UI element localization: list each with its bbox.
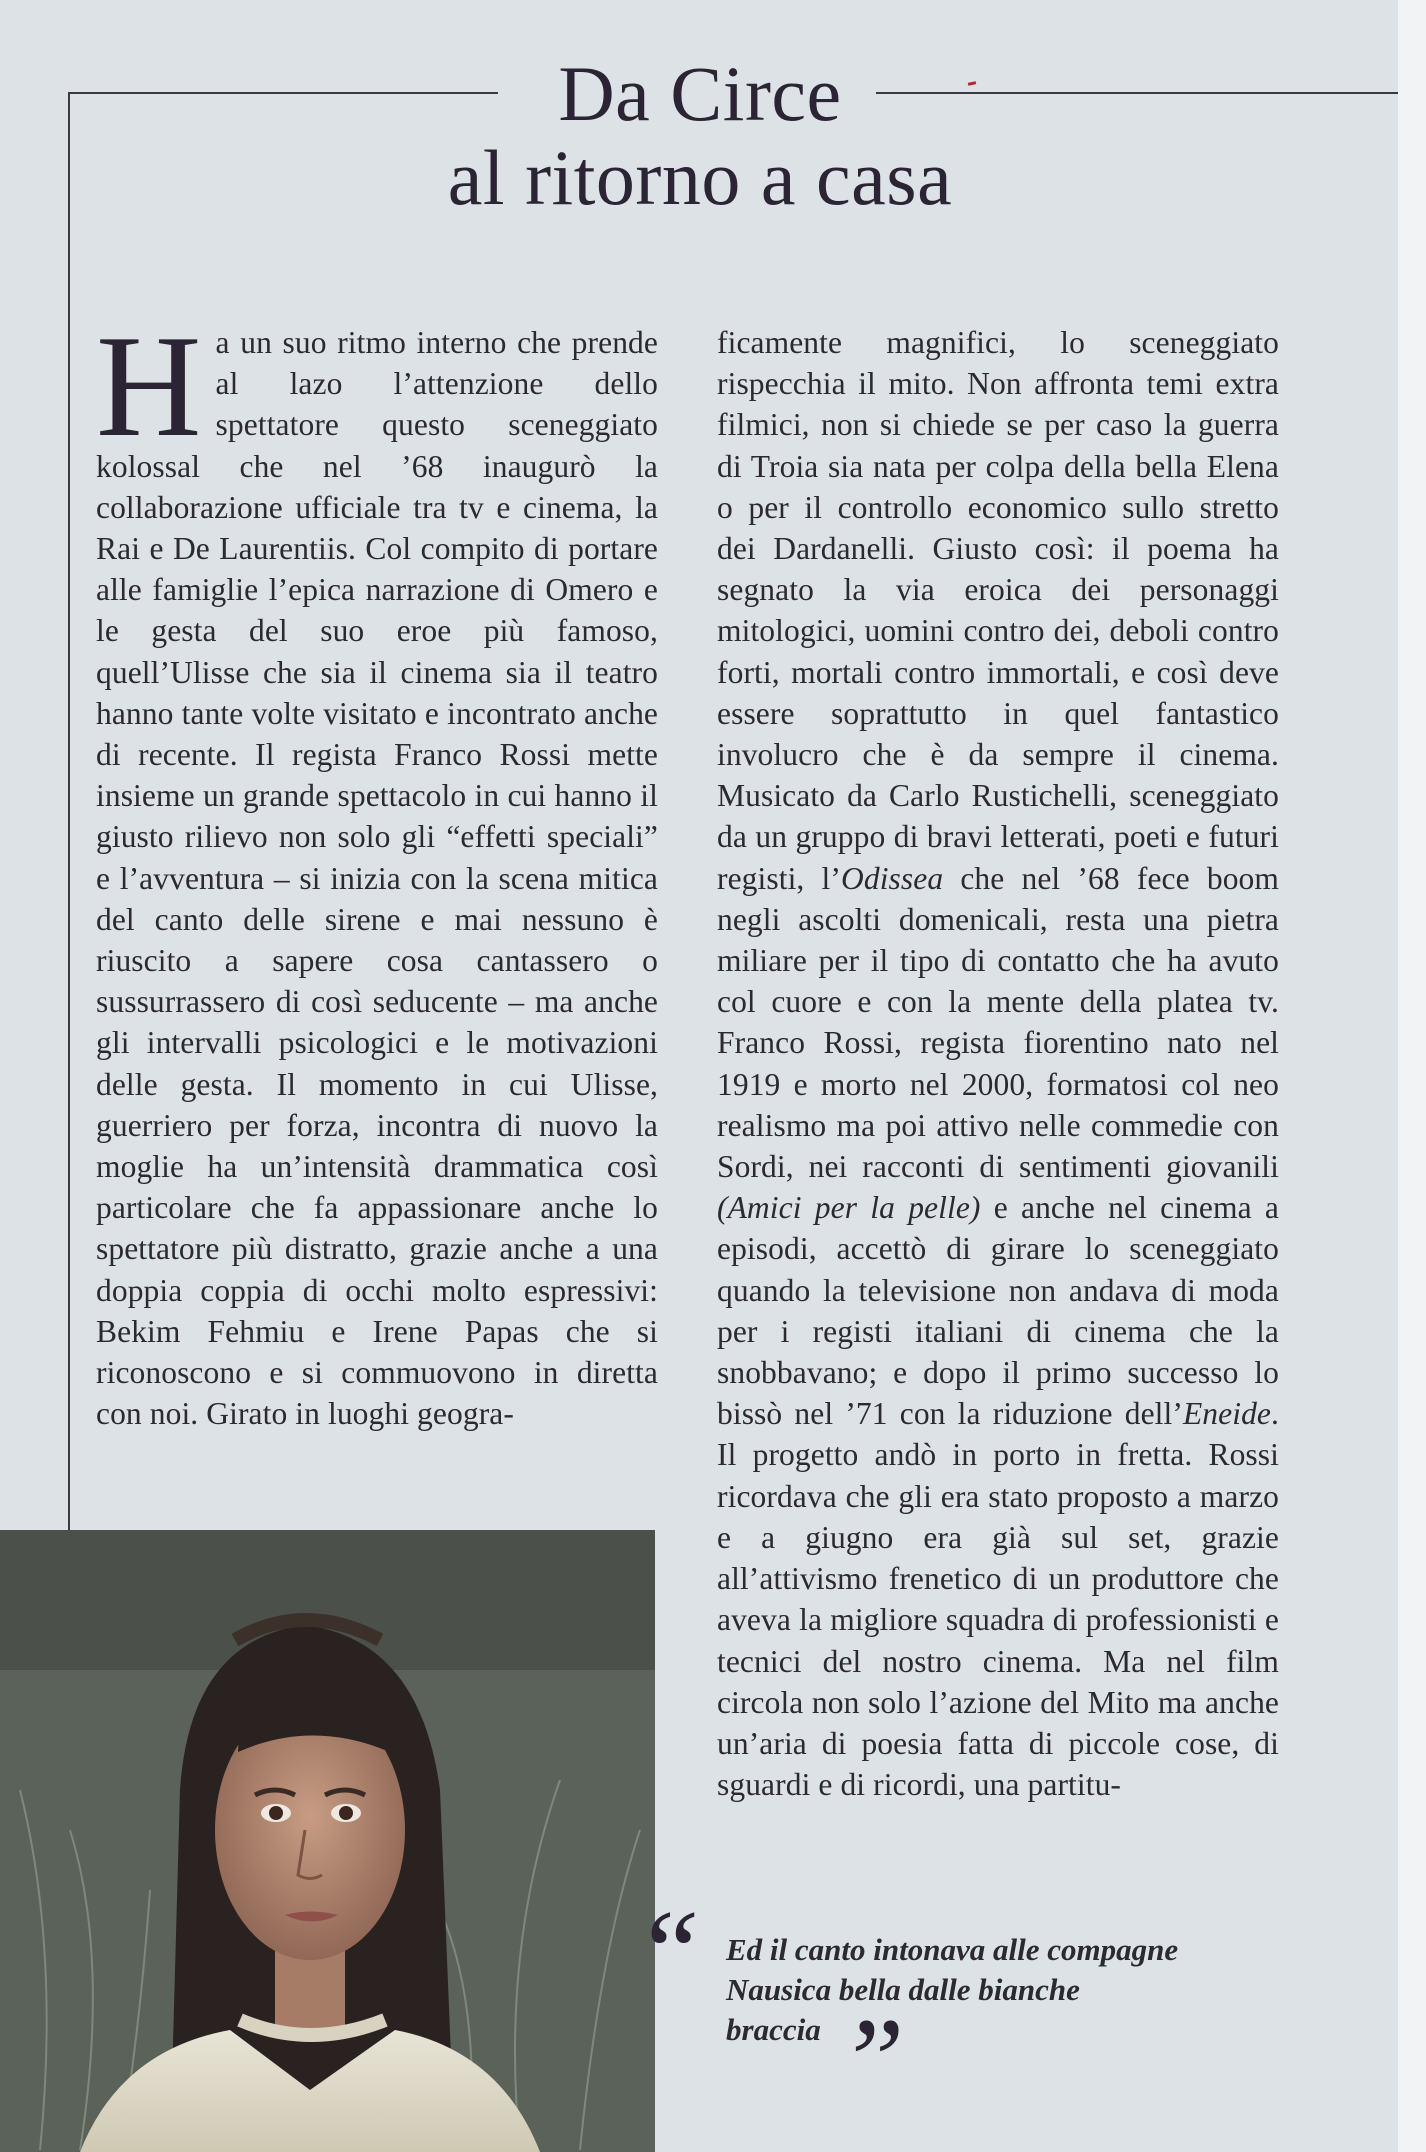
title-line-1: Da Circe: [558, 50, 842, 137]
actress-portrait-illustration: [0, 1530, 655, 2152]
column-2-text-b: che nel ’68 fece boom negli ascolti domenicali, resta una pietra miliare per il tipo di contatto che ha avuto col cuore e con la mente della platea tv. Franco Rossi, regista fiorentino nato nel 1919 e morto nel 2000, formatosi col neo realismo ma poi attivo nelle commedie con Sordi, nei racconti di sentimenti giovanili: [717, 860, 1279, 1185]
article-title: [340, 52, 1060, 220]
column-2-text-a: ficamente magnifici, lo sceneggiato rispecchia il mito. Non affronta temi extra filmici, non si chiede se per caso la guerra di Troia sia nata per colpa della bella Elena o per il controllo economico sullo stretto dei Dardanelli. Giusto così: il poema ha segnato la via eroica dei personaggi mitologici, uomini contro dei, deboli contro forti, mortali contro immortali, e così deve essere soprattutto in quel fantastico involucro che è da sempre il cinema. Musicato da Carlo Rustichelli, sceneggiato da un gruppo di bravi letterati, poeti e futuri registi, l’: [717, 325, 1279, 896]
pull-quote-line-3: braccia: [726, 2012, 821, 2047]
frame-rule-left: [68, 92, 70, 1530]
actress-photo: [0, 1530, 655, 2152]
quote-close-mark: ”: [838, 1993, 905, 2126]
quote-open-mark: “: [634, 1885, 701, 2018]
column-2-text-c: e anche nel cinema a episodi, accettò di girare lo sceneggiato quando la televisione non andava di moda per i registi italiani di cinema che la snobbavano; e dopo il primo successo lo bissò nel ’71 con la riduzione dell’: [717, 1190, 1279, 1432]
title-eneide: Eneide: [1182, 1396, 1272, 1432]
drop-cap: H: [96, 305, 202, 467]
pull-quote: [726, 1930, 1286, 2050]
title-amici-per-la-pelle: (Amici per la pelle): [717, 1190, 981, 1226]
pull-quote-line-2: Nausica bella dalle bianche: [726, 1972, 1080, 2007]
page-edge: [1398, 0, 1426, 2152]
pull-quote-line-1: Ed il canto intonava alle compagne: [726, 1932, 1179, 1967]
title-line-2: al ritorno a casa: [447, 134, 953, 221]
article-column-1: [96, 305, 658, 1434]
column-1-text: a un suo ritmo interno che prende al lazo l’attenzione dello spettatore questo sceneggiato kolossal che nel ’68 inaugurò la collaborazione ufficiale tra tv e cinema, la Rai e De Laurentiis. Col compito di portare alle famiglie l’epica narrazione di Omero e le gesta del suo eroe più famoso, quell’Ulisse che sia il cinema sia il teatro hanno tante volte visitato e incontrato anche di recente. Il regista Franco Rossi mette insieme un grande spettacolo in cui hanno il giusto rilievo non solo gli “effetti speciali” e l’avventura – si inizia con la scena mitica del canto delle sirene e mai nessuno è riuscito a sapere cosa cantassero o sussurrassero di così seducente – ma anche gli intervalli psicologici e le motivazioni delle gesta. Il momento in cui Ulisse, guerriero per forza, incontra di nuovo la moglie ha un’intensità drammatica così particolare che fa appassionare anche lo spettatore più distratto, grazie anche a una doppia coppia di occhi molto espressivi: Bekim Fehmiu e Irene Papas che si riconoscono e si commuovono in diretta con noi. Girato in luoghi geogra-: [96, 325, 658, 1432]
column-2-text-d: . Il progetto andò in porto in fretta. Rossi ricordava che gli era stato proposto a marzo e a giugno era già sul set, grazie all’attivismo frenetico di un produttore che aveva la migliore squadra di professionisti e tecnici del nostro cinema. Ma nel film circola non solo l’azione del Mito ma anche un’aria di poesia fatta di piccole cose, di sguardi e di ricordi, una partitu-: [717, 1396, 1279, 1803]
article-column-2: [717, 322, 1279, 1805]
title-odissea: Odissea: [841, 860, 944, 896]
